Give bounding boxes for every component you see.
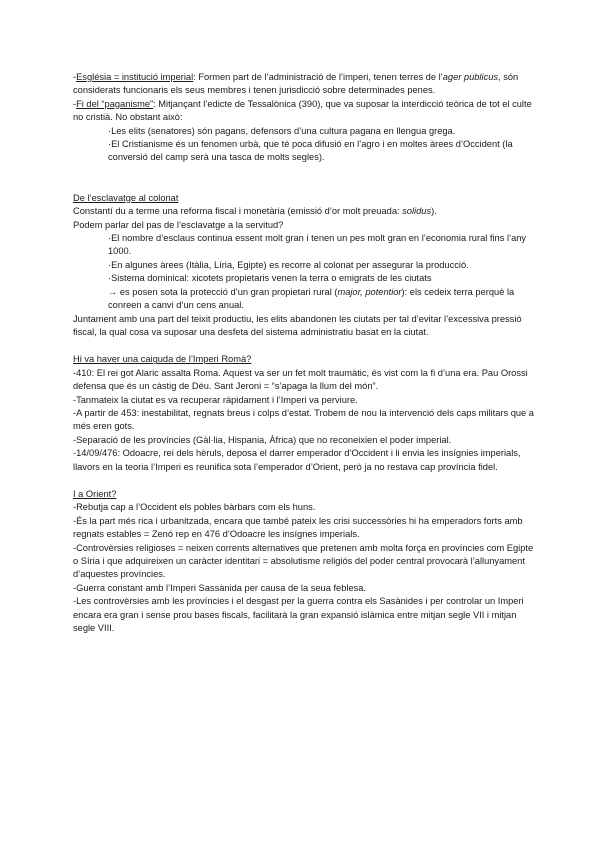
text: - bbox=[73, 98, 77, 109]
italic-term: solidus bbox=[402, 206, 432, 217]
paragraph-410: -410: El rei got Alaric assalta Roma. Aquest va ser un fet molt traumàtic, és vist com la fi d’una era. Pau Orossi defensa que és un càstig de Déu. Sant Jeroni = “s’apaga la llum del món”. bbox=[73, 367, 528, 392]
italic-term: ager publicus bbox=[442, 72, 499, 82]
bullet-christianism: ·El Cristianisme és un fenomen urbà, que té poca difusió en l’agro i en moltes àrees d’Occident (la conversió del camp serà una tasca de molts segles). bbox=[108, 139, 513, 163]
paragraph-question: Podem parlar del pas de l’esclavatge a la servitud? bbox=[73, 219, 284, 230]
section-heading-slavery: De l’esclavatge al colonat bbox=[73, 192, 179, 203]
paragraph-476: -14/09/476: Odoacre, rei dels hèruls, deposa el darrer emperador d’Occident i li envia les insígnies imperials, llavors en la teoria l’Imperi es reunifica sota l’emperador d’Orient, però ja no restava cap província fidel. bbox=[73, 448, 521, 472]
section-heading-orient: I a Orient? bbox=[73, 488, 117, 499]
bullet-slaves: ·El nombre d’esclaus continua essent molt gran i tenen un pes molt gran en l’economia rural fins l’any 1000. bbox=[108, 233, 527, 257]
text: - bbox=[73, 72, 77, 82]
paragraph-elits: Juntament amb una part del teixit productiu, les elits abandonen les ciutats per tal d’evitar l’excessiva pressió fiscal, la qual cosa va suposar una desfeta del sistema administratiu basat en la ciutat. bbox=[73, 313, 522, 337]
paragraph-separation: -Separació de les províncies (Gàl·lia, Hispania, Àfrica) que no reconeixien el poder imperial. bbox=[73, 434, 452, 445]
text: : Mitjançant l’edicte de Tessalònica (390), que va suposar la interdicció teòrica de tot el culte no cristià. No obstant això: bbox=[73, 98, 532, 123]
bullet-protection bbox=[73, 286, 540, 313]
paragraph-controversies: -Controvèrsies religioses = neixen corrents alternatives que pretenen amb molta força en províncies com Egipte o Síria i que adquireixen un caràcter identitari = absolutisme religiós del poder central provocarà l’allunyament d’aquestes províncies. bbox=[73, 542, 534, 580]
paragraph-war: -Guerra constant amb l’Imperi Sassànida per causa de la seua feblesa. bbox=[73, 582, 367, 593]
paragraph-rich: -És la part més rica i urbanitzada, encara que també pateix les crisi successòries hi ha emperadors forts amb regnats estables = Zenó rep en 476 d’Odoacre les insígnes imperials. bbox=[73, 515, 523, 540]
paragraph-church bbox=[73, 71, 540, 98]
text: → es posen sota la protecció d’un gran propietari rural ( bbox=[108, 286, 338, 297]
paragraph-expansion: -Les controvèrsies amb les províncies i el desgast per la guerra contra els Sasànides i per controlar un Imperi encara era gran i sense prou bases fiscals, facilitarà la gran expansió islàmica entre mitjan segle VII i mitjan segle VIII. bbox=[73, 596, 524, 634]
paragraph-reform bbox=[73, 205, 540, 218]
text: : Formen part de l’administració de l’imperi, tenen terres de l’ bbox=[193, 72, 443, 82]
paragraph-huns: -Rebutja cap a l’Occident els pobles bàrbars com els huns. bbox=[73, 502, 316, 513]
italic-term: major, potentior bbox=[337, 286, 402, 297]
text: ): els cedeix terra perquè la conreen a canvi d’un cens anual. bbox=[108, 286, 515, 311]
text: , són considerats funcionaris els seus membres i tenen jurisdicció sobre determinades penes. bbox=[73, 72, 519, 96]
bullet-elits: ·Les elits (senatores) són pagans, defensors d’una cultura pagana en llengua grega. bbox=[108, 125, 456, 136]
paragraph-recovery: -Tanmateix la ciutat es va recuperar ràpidament i l’Imperi va perviure. bbox=[73, 394, 358, 405]
section-heading-fall: Hi va haver una caiguda de l’Imperi Romà? bbox=[73, 354, 252, 365]
text: ). bbox=[431, 206, 437, 217]
bullet-dominical: ·Sistema dominical: xicotets propietaris venen la terra o emigrats de les ciutats bbox=[108, 273, 432, 284]
text: Constantí du a terme una reforma fiscal i monetària (emissió d’or molt preuada: bbox=[73, 206, 403, 217]
underlined-term: Església = institució imperial bbox=[76, 72, 194, 82]
paragraph-paganism bbox=[73, 98, 540, 125]
paragraph-453: -A partir de 453: inestabilitat, regnats breus i colps d’estat. Trobem de nou la intervenció dels caps militars que a més eren gots. bbox=[73, 407, 534, 432]
underlined-term: Fi del “paganisme” bbox=[76, 98, 154, 109]
bullet-areas: ·En algunes àrees (Itàlia, Líria, Egipte) es recorre al colonat per assegurar la producció. bbox=[108, 259, 469, 270]
